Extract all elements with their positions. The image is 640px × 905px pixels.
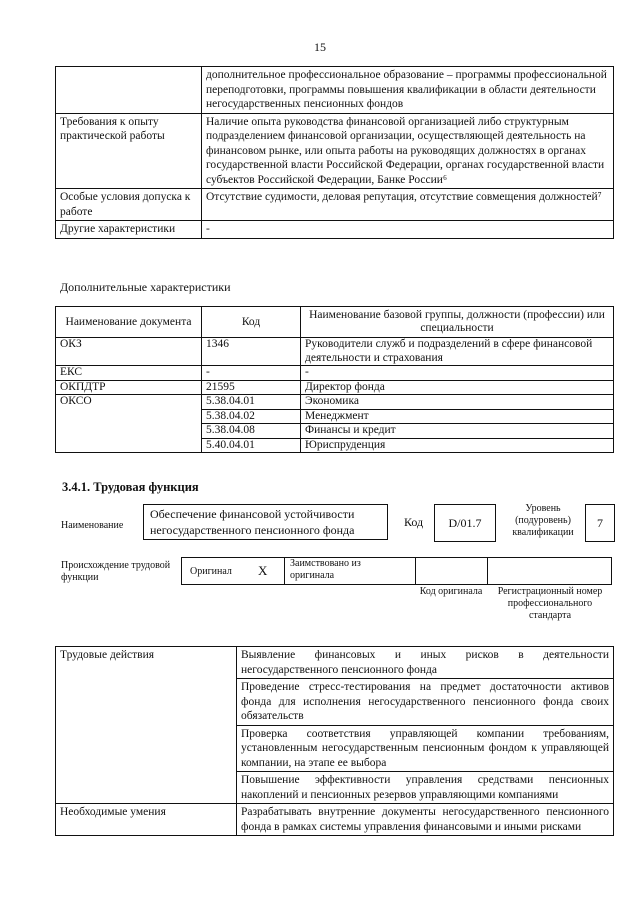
name-cell: - — [301, 366, 614, 381]
column-header: Наименование базовой группы, должности (профессии) или специальности — [301, 307, 614, 338]
code-cell: - — [202, 366, 301, 381]
name-cell: Юриспруденция — [301, 438, 614, 453]
doc-cell: ОКЗ — [56, 338, 202, 366]
code-cell: 5.38.04.08 — [202, 424, 301, 439]
name-cell: Менеджмент — [301, 409, 614, 424]
code-label: Код — [404, 515, 424, 529]
doc-cell: ОКСО — [56, 395, 202, 453]
origin-label: Происхождение трудовой функции — [61, 560, 171, 583]
row-value: дополнительное профессиональное образование – программы профессиональной переподготовки, программы повышения квалификации в области деятельности негосударственных пенсионных фондов — [202, 67, 614, 114]
row-label: Особые условия допуска к работе — [56, 189, 202, 221]
page-number: 15 — [314, 40, 326, 54]
work-table — [55, 646, 614, 836]
borrowed-label: Заимствовано из оригинала — [290, 558, 361, 581]
code-cell: 5.38.04.01 — [202, 395, 301, 410]
code-cell: 5.38.04.02 — [202, 409, 301, 424]
origin-divider — [487, 557, 488, 584]
name-label: Наименование — [61, 520, 124, 531]
additional-table — [55, 306, 614, 453]
table-row — [56, 221, 614, 239]
row-value: Отсутствие судимости, деловая репутация, отсутствие совмещения должностей⁷ — [202, 189, 614, 221]
row-value: - — [202, 221, 614, 239]
table-row — [56, 113, 614, 189]
row-value: Наличие опыта руководства финансовой организацией либо структурным подразделением финансовой организации, осуществляющей деятельность на финансовом рынке, или опыта работы на руководящих должностях в органах государственной власти Российской Федерации, органах государственной власти субъектов Российской Федерации, Банке России⁶ — [202, 113, 614, 189]
row-label: Требования к опыту практической работы — [56, 113, 202, 189]
row-label: Необходимые умения — [56, 804, 237, 836]
table-row — [56, 804, 614, 836]
original-label: Оригинал — [190, 566, 232, 577]
table-row — [56, 366, 614, 381]
level-label: Уровень (подуровень) квалификации — [512, 503, 574, 538]
row-value: Выявление финансовых и иных рисков в деятельности негосударственного пенсионного фонда — [237, 647, 614, 679]
code-cell: 5.40.04.01 — [202, 438, 301, 453]
function-name-box: Обеспечение финансовой устойчивости негосударственного пенсионного фонда — [143, 504, 388, 540]
name-cell: Директор фонда — [301, 380, 614, 395]
original-code-caption: Код оригинала — [419, 586, 483, 597]
origin-divider — [415, 557, 416, 584]
column-header: Наименование документа — [56, 307, 202, 338]
origin-divider — [284, 557, 285, 584]
characteristics-table — [55, 66, 614, 239]
name-cell: Руководители служб и подразделений в сфере финансовой деятельности и страхования — [301, 338, 614, 366]
table-row — [56, 380, 614, 395]
column-header: Код — [202, 307, 301, 338]
table-row — [56, 189, 614, 221]
row-value: Повышение эффективности управления средствами пенсионных накоплений и пенсионных резервов управляющими компаниями — [237, 772, 614, 804]
row-value: Проведение стресс-тестирования на предмет достаточности активов фонда для исполнения негосударственного пенсионного фонда своих обязательств — [237, 679, 614, 726]
code-cell: 21595 — [202, 380, 301, 395]
level-box: 7 — [585, 504, 615, 542]
name-cell: Финансы и кредит — [301, 424, 614, 439]
table-row — [56, 647, 614, 679]
doc-cell: ЕКС — [56, 366, 202, 381]
row-value: Проверка соответствия управляющей компании требованиям, установленным негосударственным пенсионным фондом к управляющей компании, на этапе ее выбора — [237, 725, 614, 772]
code-cell: 1346 — [202, 338, 301, 366]
additional-title: Дополнительные характеристики — [60, 280, 231, 294]
table-row — [56, 395, 614, 410]
row-label: Трудовые действия — [56, 647, 237, 804]
doc-cell: ОКПДТР — [56, 380, 202, 395]
row-value: Разрабатывать внутренние документы негосударственного пенсионного фонда в рамках системы управления финансовыми и иными рисками — [237, 804, 614, 836]
function-heading: 3.4.1. Трудовая функция — [62, 480, 199, 494]
table-row — [56, 338, 614, 366]
original-mark: X — [258, 563, 268, 578]
origin-box — [181, 557, 612, 585]
function-code-box: D/01.7 — [434, 504, 496, 542]
table-row — [56, 67, 614, 114]
table-header-row — [56, 307, 614, 338]
registration-caption: Регистрационный номер профессионального стандарта — [497, 586, 603, 621]
row-label — [56, 67, 202, 114]
row-label: Другие характеристики — [56, 221, 202, 239]
name-cell: Экономика — [301, 395, 614, 410]
